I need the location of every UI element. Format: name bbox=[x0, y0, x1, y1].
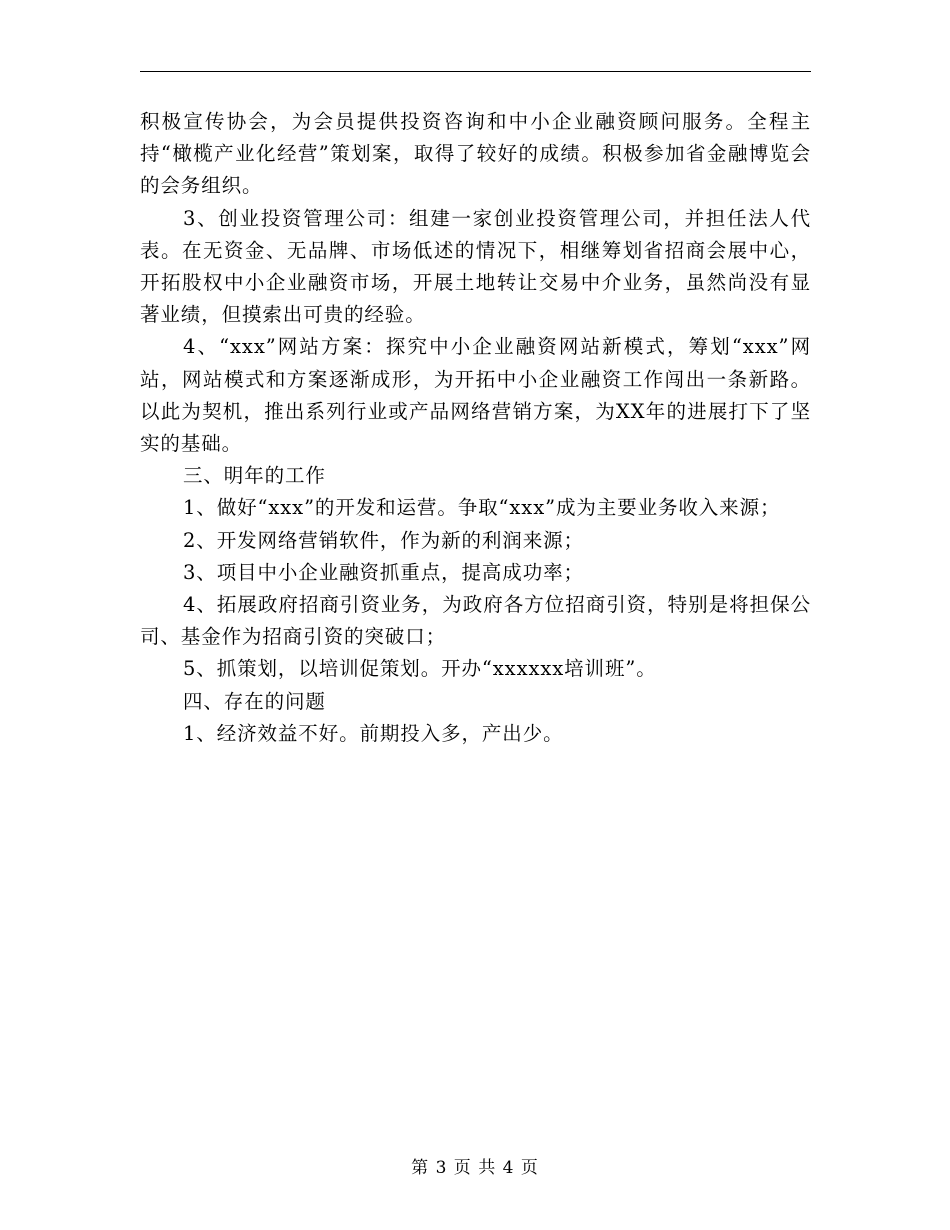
footer-middle: 页 共 bbox=[453, 1158, 497, 1178]
paragraph-1: 积极宣传协会，为会员提供投资咨询和中小企业融资顾问服务。全程主持“橄榄产业化经营”策划案，取得了较好的成绩。积极参加省金融博览会的会务组织。 bbox=[140, 110, 811, 198]
section-heading-problems: 四、存在的问题 bbox=[183, 689, 326, 713]
footer-current-page: 3 bbox=[435, 1158, 448, 1178]
paragraph-3: 4、“xxx”网站方案：探究中小企业融资网站新模式，筹划“xxx”网站，网站模式和方案逐渐成形，为开拓中小企业融资工作闯出一条新路。以此为契机，推出系列行业或产品网络营销方案，为XX年的进展打下了坚实的基础。 bbox=[140, 335, 811, 456]
paragraph-8: 4、拓展政府招商引资业务，为政府各方位招商引资，特别是将担保公司、基金作为招商引资的突破口； bbox=[140, 593, 811, 649]
header-rule bbox=[140, 71, 811, 72]
page-footer bbox=[0, 1153, 950, 1178]
paragraph-6: 2、开发网络营销软件，作为新的利润来源； bbox=[183, 528, 584, 552]
paragraph-5: 1、做好“xxx”的开发和运营。争取“xxx”成为主要业务收入来源； bbox=[183, 496, 781, 520]
footer-suffix: 页 bbox=[520, 1158, 539, 1178]
paragraph-9: 5、抓策划，以培训促策划。开办“xxxxxx培训班”。 bbox=[183, 657, 657, 681]
footer-total-pages: 4 bbox=[502, 1158, 515, 1178]
paragraph-2: 3、创业投资管理公司：组建一家创业投资管理公司，并担任法人代表。在无资金、无品牌、市场低述的情况下，相继筹划省招商会展中心，开拓股权中小企业融资市场，开展土地转让交易中介业务，虽然尚没有显著业绩，但摸索出可贵的经验。 bbox=[140, 206, 811, 327]
paragraph-7: 3、项目中小企业融资抓重点，提高成功率； bbox=[183, 560, 584, 584]
section-heading-next-year: 三、明年的工作 bbox=[183, 464, 326, 488]
paragraph-11: 1、经济效益不好。前期投入多，产出少。 bbox=[183, 721, 564, 745]
footer-prefix: 第 bbox=[411, 1158, 430, 1178]
document-body bbox=[140, 106, 811, 750]
